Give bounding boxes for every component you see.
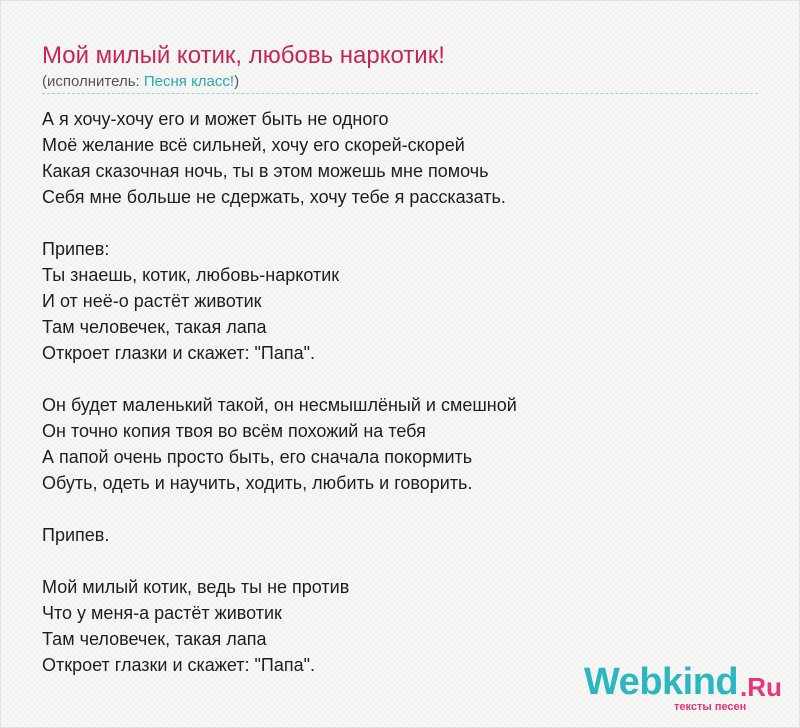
lyrics-line: А папой очень просто быть, его сначала покормить — [42, 447, 473, 467]
lyrics-blank-line — [42, 210, 517, 236]
dashed-divider — [42, 93, 758, 94]
lyrics-line: Ты знаешь, котик, любовь-наркотик — [42, 265, 340, 285]
lyrics-block — [42, 106, 517, 678]
lyrics-line: А я хочу-хочу его и может быть не одного — [42, 109, 389, 129]
lyrics-line: Он будет маленький такой, он несмышлёный и смешной — [42, 395, 517, 415]
lyrics-line: И от неё-о растёт животик — [42, 291, 262, 311]
lyrics-line: Откроет глазки и скажет: "Папа". — [42, 343, 315, 363]
lyrics-line: Там человечек, такая лапа — [42, 317, 267, 337]
artist-prefix: (исполнитель: — [42, 73, 144, 90]
artist-suffix: ) — [234, 73, 240, 90]
lyrics-line: Откроет глазки и скажет: "Папа". — [42, 655, 315, 675]
lyrics-line: Моё желание всё сильней, хочу его скорей-скорей — [42, 135, 465, 155]
lyrics-line: Там человечек, такая лапа — [42, 629, 267, 649]
lyrics-line: Он точно копия твоя во всём похожий на тебя — [42, 421, 426, 441]
artist-line — [42, 72, 239, 92]
song-title: Мой милый котик, любовь наркотик! — [42, 42, 445, 69]
lyrics-blank-line — [42, 366, 517, 392]
logo-tagline: тексты песен — [674, 701, 747, 713]
lyrics-line: Припев. — [42, 525, 110, 545]
lyrics-blank-line — [42, 548, 517, 574]
lyrics-line: Какая сказочная ночь, ты в этом можешь мне помочь — [42, 161, 489, 181]
lyrics-line: Мой милый котик, ведь ты не против — [42, 577, 350, 597]
lyrics-line: Что у меня-а растёт животик — [42, 603, 282, 623]
site-logo[interactable] — [584, 660, 784, 716]
logo-tld: .Ru — [740, 672, 782, 702]
lyrics-line: Себя мне больше не сдержать, хочу тебе я рассказать. — [42, 187, 506, 207]
lyrics-blank-line — [42, 496, 517, 522]
logo-name: Webkind — [584, 661, 739, 703]
artist-link[interactable]: Песня класс! — [143, 73, 235, 90]
lyrics-line: Обуть, одеть и научить, ходить, любить и говорить. — [42, 473, 473, 493]
lyrics-line: Припев: — [42, 239, 110, 259]
